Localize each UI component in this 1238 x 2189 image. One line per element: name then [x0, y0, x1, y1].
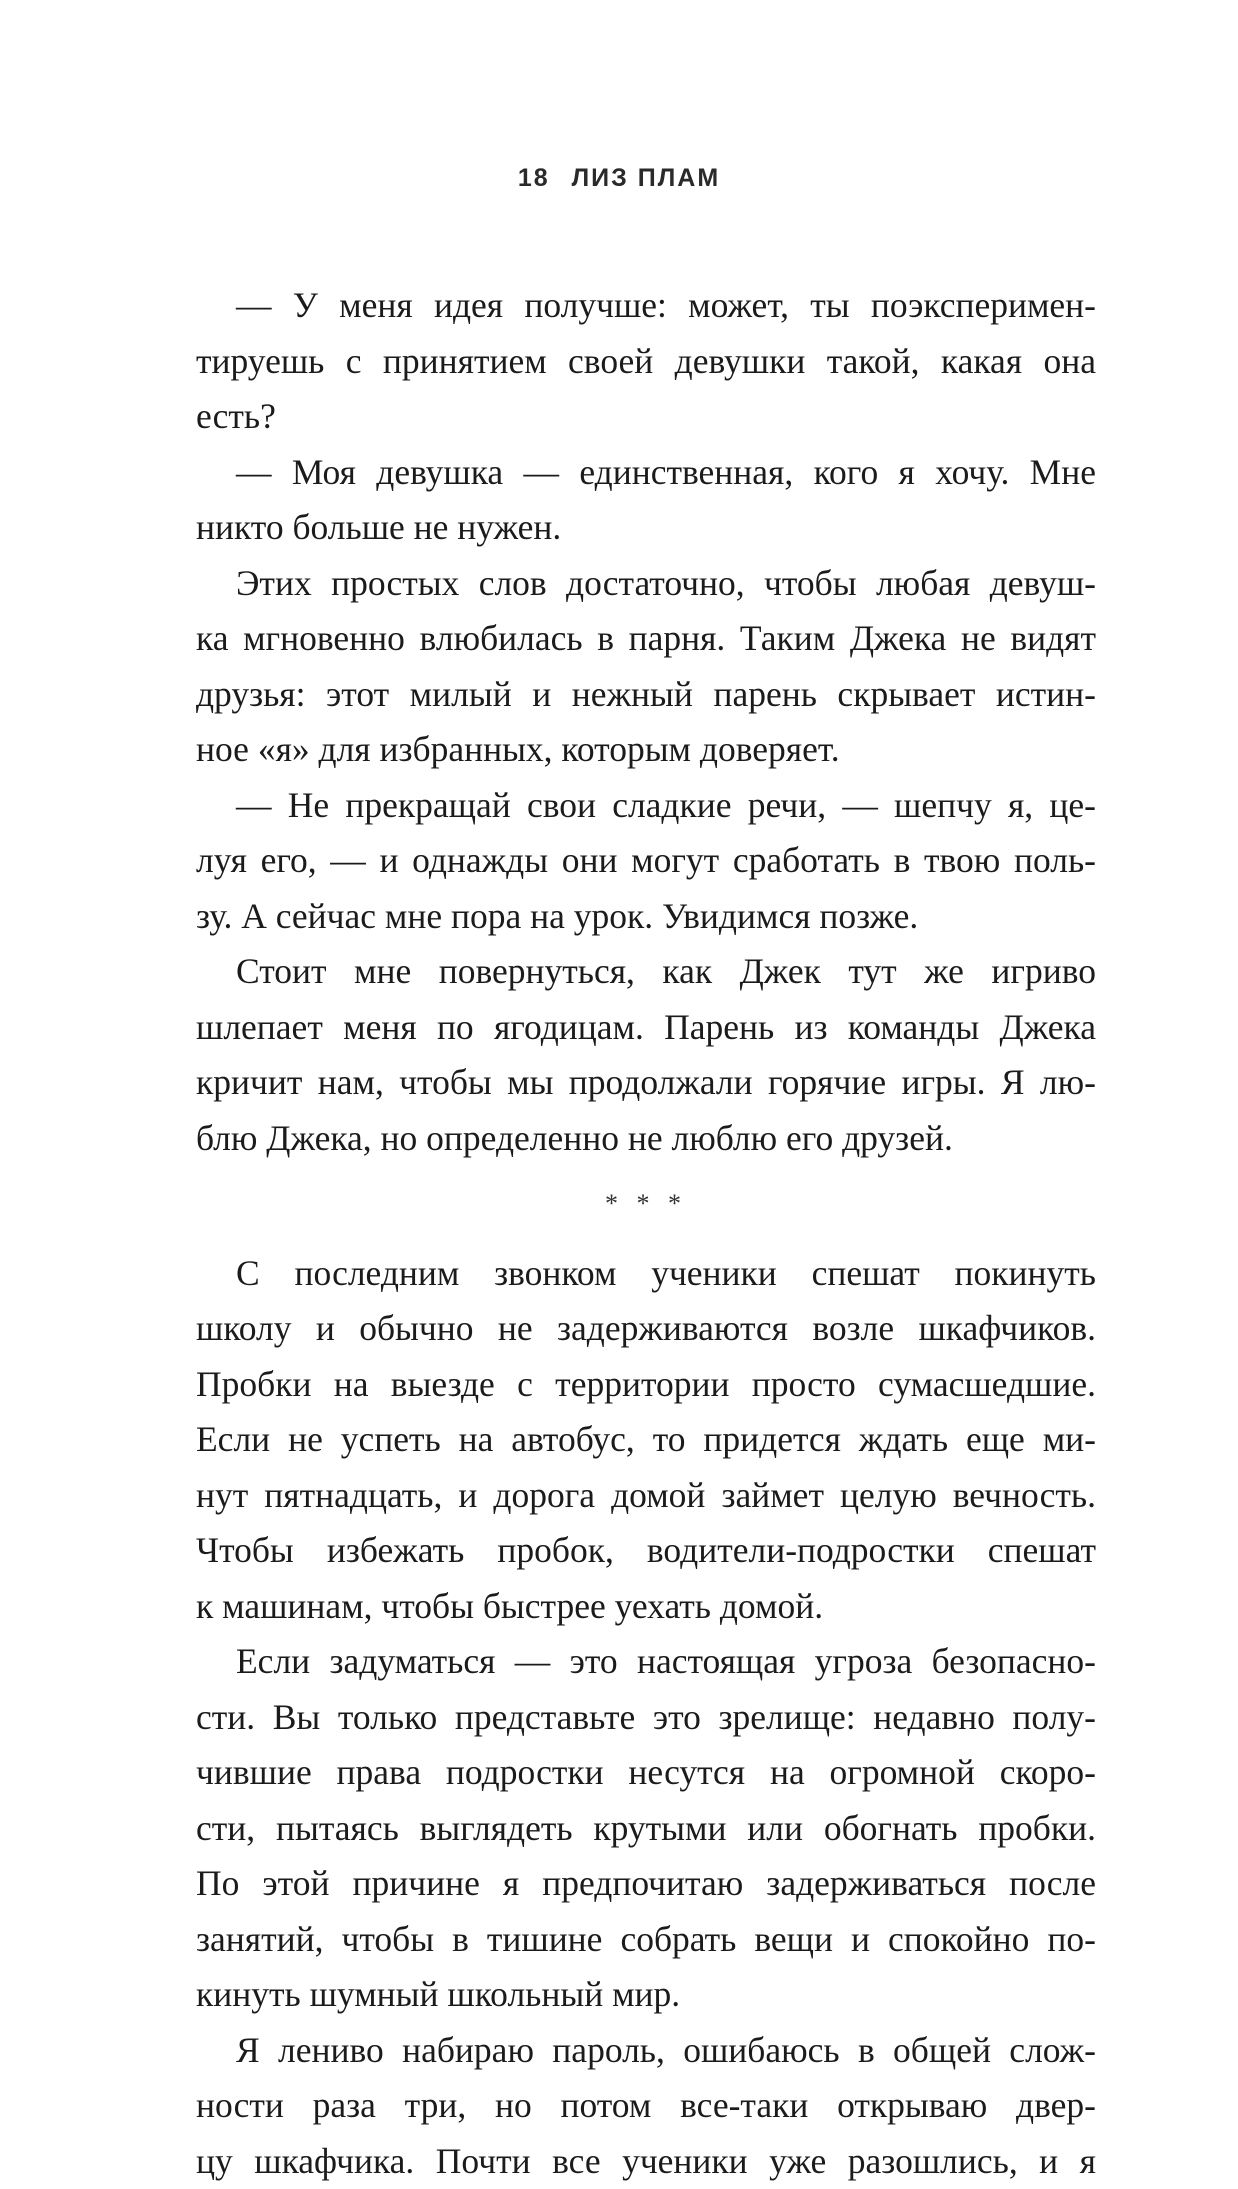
- text-line: тируешь с принятием своей девушки такой, какая она: [196, 334, 1096, 390]
- text-line: Этих простых слов достаточно, чтобы любая девуш-: [196, 556, 1096, 612]
- text-line: По этой причине я предпочитаю задерживаться после: [196, 1856, 1096, 1912]
- text-line: никто больше не нужен.: [196, 500, 1096, 556]
- text-line: есть?: [196, 389, 1096, 445]
- text-line: луя его, — и однажды они могут сработать в твою поль-: [196, 833, 1096, 889]
- text-line: блю Джека, но определенно не люблю его друзей.: [196, 1111, 1096, 1167]
- text-line: шлепает меня по ягодицам. Парень из команды Джека: [196, 1000, 1096, 1056]
- section-separator: * * *: [196, 1176, 1096, 1232]
- text-line: ка мгновенно влюбилась в парня. Таким Джека не видят: [196, 611, 1096, 667]
- text-line: нут пятнадцать, и дорога домой займет целую вечность.: [196, 1468, 1096, 1524]
- text-line: кричит нам, чтобы мы продолжали горячие игры. Я лю-: [196, 1055, 1096, 1111]
- text-line: зу. А сейчас мне пора на урок. Увидимся позже.: [196, 889, 1096, 945]
- text-line: чившие права подростки несутся на огромной скоро-: [196, 1745, 1096, 1801]
- text-line: цу шкафчика. Почти все ученики уже разошлись, и я: [196, 2134, 1096, 2189]
- text-line: С последним звонком ученики спешат покинуть: [196, 1246, 1096, 1302]
- body-text: [196, 278, 1096, 2189]
- author-name: ЛИЗ ПЛАМ: [572, 164, 721, 192]
- text-line: Чтобы избежать пробок, водители-подростки спешат: [196, 1523, 1096, 1579]
- text-line: сти. Вы только представьте это зрелище: недавно полу-: [196, 1690, 1096, 1746]
- page-number: 18: [518, 164, 550, 192]
- text-line: сти, пытаясь выглядеть крутыми или обогнать пробки.: [196, 1801, 1096, 1857]
- text-line: Я лениво набираю пароль, ошибаюсь в общей слож-: [196, 2023, 1096, 2079]
- running-head: [0, 164, 1238, 193]
- text-line: кинуть шумный школьный мир.: [196, 1967, 1096, 2023]
- text-line: к машинам, чтобы быстрее уехать домой.: [196, 1579, 1096, 1635]
- text-line: ности раза три, но потом все-таки открываю двер-: [196, 2078, 1096, 2134]
- text-line: — У меня идея получше: может, ты поэксперимен-: [196, 278, 1096, 334]
- text-line: Если задуматься — это настоящая угроза безопасно-: [196, 1634, 1096, 1690]
- text-line: школу и обычно не задерживаются возле шкафчиков.: [196, 1301, 1096, 1357]
- text-line: друзья: этот милый и нежный парень скрывает истин-: [196, 667, 1096, 723]
- text-line: ное «я» для избранных, которым доверяет.: [196, 722, 1096, 778]
- text-line: Если не успеть на автобус, то придется ждать еще ми-: [196, 1412, 1096, 1468]
- text-line: Стоит мне повернуться, как Джек тут же игриво: [196, 944, 1096, 1000]
- text-line: Пробки на выезде с территории просто сумасшедшие.: [196, 1357, 1096, 1413]
- text-line: занятий, чтобы в тишине собрать вещи и спокойно по-: [196, 1912, 1096, 1968]
- text-line: — Не прекращай свои сладкие речи, — шепчу я, це-: [196, 778, 1096, 834]
- text-line: — Моя девушка — единственная, кого я хочу. Мне: [196, 445, 1096, 501]
